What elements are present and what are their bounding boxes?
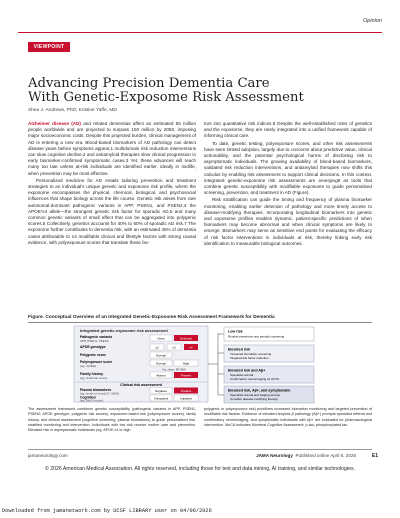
figure-note-right: polygenic or polyexposure risk) prioritizes increased biomarker monitoring and targeted prevention of modifiable risk factors. Evidence of elevated amyloid-β pathology (Aβ+) prompts specialist referral and confirmatory neuroimaging, and symptomatic individuals with Aβ+ are evaluated for pharmacological intervention. MoCA indicates Montreal Cognitive Assessment; p-tau, phosphorylated tau. <box>204 407 372 427</box>
paragraph: Personalized medicine for AD entails tailoring prevention and treatment strategies to an individual's unique genetic and exposome risk profile, where the exposome encompasses the physical, chemical, biological, and psychosocial influences that shape biology across the life course. Genetic risk arises from rare autosomal-dominant pathogenic variants in APP, PSEN1, and PSEN2,4 the APOE*ε4 allele—the strongest genetic risk factor for sporadic AD,5 and many common genetic variants of small effect that can be aggregated into polygenic scores.5 Collectively, genetics accounts for 40% to 60% of sporadic AD risk.7 The exposome further contributes to dementia risk, with an estimated 45% of dementia cases attributable to 14 modifiable clinical and lifestyle factors with strong causal evidence, with polyexposure scores that translate these fac- <box>28 177 196 245</box>
polygenic-value-label: Normal <box>156 353 166 358</box>
copyright-notice: © 2026 American Medical Association. All rights reserved, including those for text and data mining, AI training, and similar technologies. <box>44 466 356 472</box>
family-sub: (eg, Goldman score) <box>80 376 108 380</box>
publication-info <box>256 453 356 458</box>
outcome-elevated-ab-item: Confirmatory neuroimaging for A/T/N <box>230 377 279 381</box>
paragraph: To date, genetic testing, polyexposure scores, and other risk assessments have seen limited adoption, largely due to concerns about predictive value, clinical actionability, and the potential psychological harms of disclosing risk to asymptomatic individuals. The growing availability of blood-based biomarkers, validated risk reduction interventions, and antiamyloid therapies now shifts this calculus by enabling risk assessment to support clinical decisions. In this context, integrated genetic-exposome risk assessments are emerging9 as tools that combine genetic susceptibility with modifiable exposures to guide personalized screening, prevention, and treatment in AD (Figure). <box>204 140 372 196</box>
pathogenic-label: Pathogenic variants <box>80 335 113 339</box>
author-list: Shea J. Andrews, PhD; Kristine Yaffe, MD <box>28 108 117 113</box>
outcome-elevated-item: Increased biomarker screening <box>230 352 272 356</box>
body-column-left <box>28 121 196 246</box>
apoe-e4-label: ε4 <box>189 345 193 350</box>
figure-caption: Figure. Conceptual Overview of an Integrated Genetic-Exposome Risk Assessment Framework for Dementia <box>28 315 275 320</box>
title-line-2: With Genetic-Exposome Risk Assessment <box>28 90 304 106</box>
family-absent-label: Absent <box>156 373 166 378</box>
outcome-high-title: Elevated risk, Aβ+, and symptomatic <box>228 388 291 393</box>
clinical-title: Clinical risk assessment <box>120 383 162 387</box>
polyexposure-normal-label: Normal <box>156 361 166 366</box>
paragraph: Risk stratification can guide the timing and frequency of plasma biomarker monitoring, enabling earlier detection of pathology and more timely access to disease-modifying therapies. Incorporating longitudinal biomarkers into genetic and exposome profiles enables dynamic, patient-specific predictions of when biomarkers may become abnormal and when clinical symptoms are likely to emerge. Biomarkers may serve as sensitive end points for evaluating the efficacy of risk factor interventions in individuals at risk, thereby linking early risk identification to measurable biological outcomes. <box>204 197 372 246</box>
pathogenic-sub: APP, PSEN1, PSEN2 <box>80 339 109 343</box>
plasma-negative-label: Negative <box>155 388 167 393</box>
cognition-sub: (eg, MoCA score) <box>80 398 104 403</box>
figure-note-left: The assessment framework combines genetic susceptibility (pathogenic variants in APP, PSEN1, PSEN2; APOE genotype; polygenic risk scores), exposome-based risk (polyexposure scores), family history, and clinical assessment (cognitive screening, plasma biomarkers) to guide personalized risk-stratified monitoring and intervention. Individuals with low risk receive routine care and prevention. Elevated risk in asymptomatic individuals (eg, APOE ε4 or high <box>28 407 196 433</box>
polyexposure-high-label: High <box>182 361 190 366</box>
plasma-sub: (eg, levels of p-tau217, Aβ42) <box>80 391 120 396</box>
title-line-1: Advancing Precision Dementia Care <box>28 76 270 91</box>
plasma-label: Plasma biomarkers <box>80 388 112 392</box>
apoe-e2-label: ε2 <box>155 345 159 350</box>
outcome-high-item: Specialist referral and staging workup <box>230 393 281 397</box>
article-title <box>28 77 378 106</box>
polyexposure-label: Polyexposure score <box>80 360 113 364</box>
outcome-elevated-ab-title: Elevated risk and Aβ+ <box>228 368 266 373</box>
family-label: Family history <box>80 372 103 376</box>
panel-title: Integrated genetic-exposome risk assessment <box>80 328 168 333</box>
cognition-unimpaired-label: Unimpaired <box>153 396 169 401</box>
paragraph: tors into quantitative risk indices.8 Despite the well-established roles of genetics and the exposome, they are rarely integrated into a unified framework capable of informing clinical care. <box>204 121 372 139</box>
option-detected-label: Detected <box>179 336 193 341</box>
paragraph-text: and related dementias affect an estimated 55 million people worldwide and are projected to surpass 150 million by 2050, imposing major socioeconomic costs. Despite this projected burden, clinical management of AD is entering a new era. Blood-based biomarkers of AD pathology can detect disease years before symptoms appear,1 multidomain risk reduction interventions can slow cognitive decline,2 and antiamyloid therapies slow clinical progression in early biomarker-confirmed symptomatic cases.3 Yet, these advances will reach many too late unless at-risk individuals are identified earlier, ideally in midlife, when prevention may be most effective. <box>28 121 197 176</box>
outcome-elevated-item: Targeted risk factor reduction <box>230 356 269 360</box>
cognition-label: Cognition <box>80 395 96 400</box>
paragraph <box>28 121 196 177</box>
section-label: Opinion <box>363 18 382 24</box>
download-stamp: Downloaded from jamanetwork.com by UCSF LIBRARY user on 04/06/2026 <box>2 508 212 514</box>
journal-name: JAMA Neurology <box>256 453 293 458</box>
figure-rule <box>28 322 372 323</box>
published-date: Published online April 6, 2026 <box>295 453 356 458</box>
plasma-positive-label: Positive <box>180 388 192 393</box>
figure-diagram <box>28 324 372 404</box>
polygenic-label: Polygenic score <box>80 353 107 357</box>
body-column-right <box>204 121 372 247</box>
page-number: E1 <box>371 453 378 459</box>
polyexposure-factors: Hg, sleep, BP, BMI <box>162 367 186 372</box>
lead-in: Alzheimer disease (AD) <box>28 121 81 126</box>
viewpoint-badge: VIEWPOINT <box>28 42 70 52</box>
cognition-impaired-label: Impaired <box>180 396 192 401</box>
outcome-elevated-title: Elevated risk <box>228 347 251 352</box>
polyexposure-sub: (eg, CAIDE) <box>80 364 97 368</box>
outcome-elevated-ab-item: Specialist referral <box>230 373 254 377</box>
option-none-label: None <box>157 336 165 341</box>
footer-rule <box>28 449 372 450</box>
outcome-low-title: Low risk <box>228 329 243 334</box>
apoe-e3-label: ε3 <box>172 345 176 350</box>
apoe-label: APOE genotype <box>80 345 106 349</box>
outcome-high-item: Consider disease-modifying therapy <box>230 397 278 401</box>
header-rule <box>18 32 382 33</box>
outcome-low-item: Routine prevention and periodic screening <box>228 334 285 339</box>
family-present-label: Present <box>180 373 192 378</box>
journal-url[interactable]: jamaneurology.com <box>28 453 68 458</box>
